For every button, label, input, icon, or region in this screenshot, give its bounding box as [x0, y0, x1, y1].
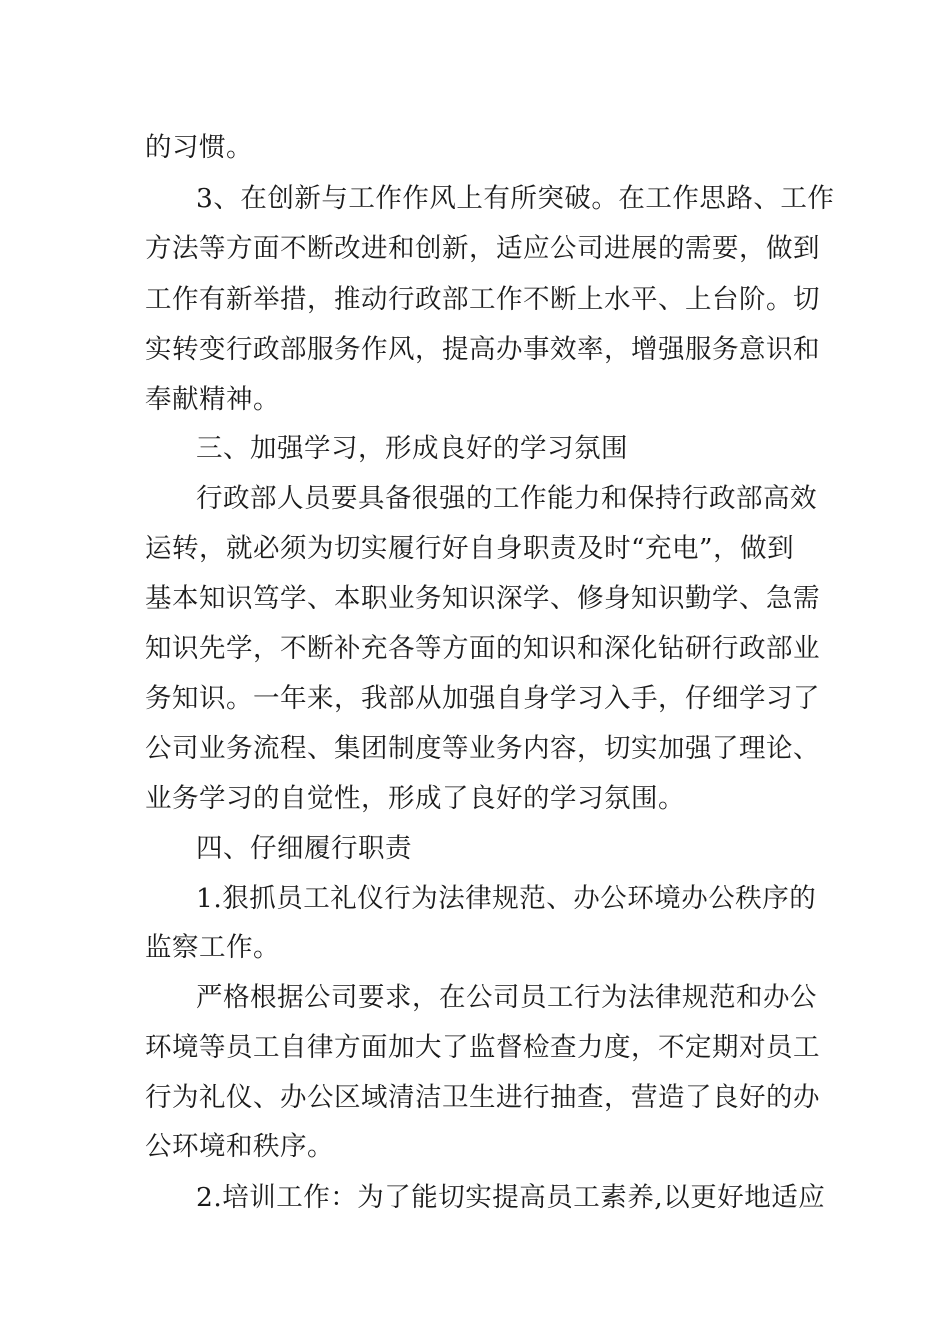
text-line: 运转，就必须为切实履行好自身职责及时“充电”，做到: [145, 533, 795, 564]
text-line: 环境等员工自律方面加大了监督检查力度，不定期对员工: [145, 1032, 820, 1063]
text-line: 工作有新举措，推动行政部工作不断上水平、上台阶。切: [145, 284, 820, 315]
text-line: 1.狠抓员工礼仪行为法律规范、办公环境办公秩序的: [196, 883, 817, 914]
text-line: 实转变行政部服务作风，提高办事效率，增强服务意识和: [145, 334, 820, 365]
text-line: 监察工作。: [145, 932, 280, 963]
text-line: 方法等方面不断改进和创新，适应公司进展的需要，做到: [145, 233, 820, 264]
section-heading: 三、加强学习，形成良好的学习氛围: [196, 433, 628, 464]
text-line: 公司业务流程、集团制度等业务内容，切实加强了理论、: [145, 733, 820, 764]
text-line: 务知识。一年来，我部从加强自身学习入手，仔细学习了: [145, 683, 820, 714]
text-line: 2.培训工作：为了能切实提高员工素养,以更好地适应: [196, 1182, 826, 1213]
text-line: 公环境和秩序。: [145, 1131, 334, 1162]
section-heading: 四、仔细履行职责: [196, 833, 412, 864]
text-line: 严格根据公司要求，在公司员工行为法律规范和办公: [196, 982, 817, 1013]
text-line: 基本知识笃学、本职业务知识深学、修身知识勤学、急需: [145, 583, 820, 614]
text-line: 业务学习的自觉性，形成了良好的学习氛围。: [145, 783, 685, 814]
text-line: 知识先学，不断补充各等方面的知识和深化钻研行政部业: [145, 633, 820, 664]
text-line: 行政部人员要具备很强的工作能力和保持行政部高效: [196, 483, 817, 514]
text-line: 3、在创新与工作作风上有所突破。在工作思路、工作: [196, 183, 835, 214]
text-line: 行为礼仪、办公区域清洁卫生进行抽查，营造了良好的办: [145, 1082, 820, 1113]
text-line: 奉献精神。: [145, 384, 280, 415]
text-line: 的习惯。: [145, 132, 253, 163]
